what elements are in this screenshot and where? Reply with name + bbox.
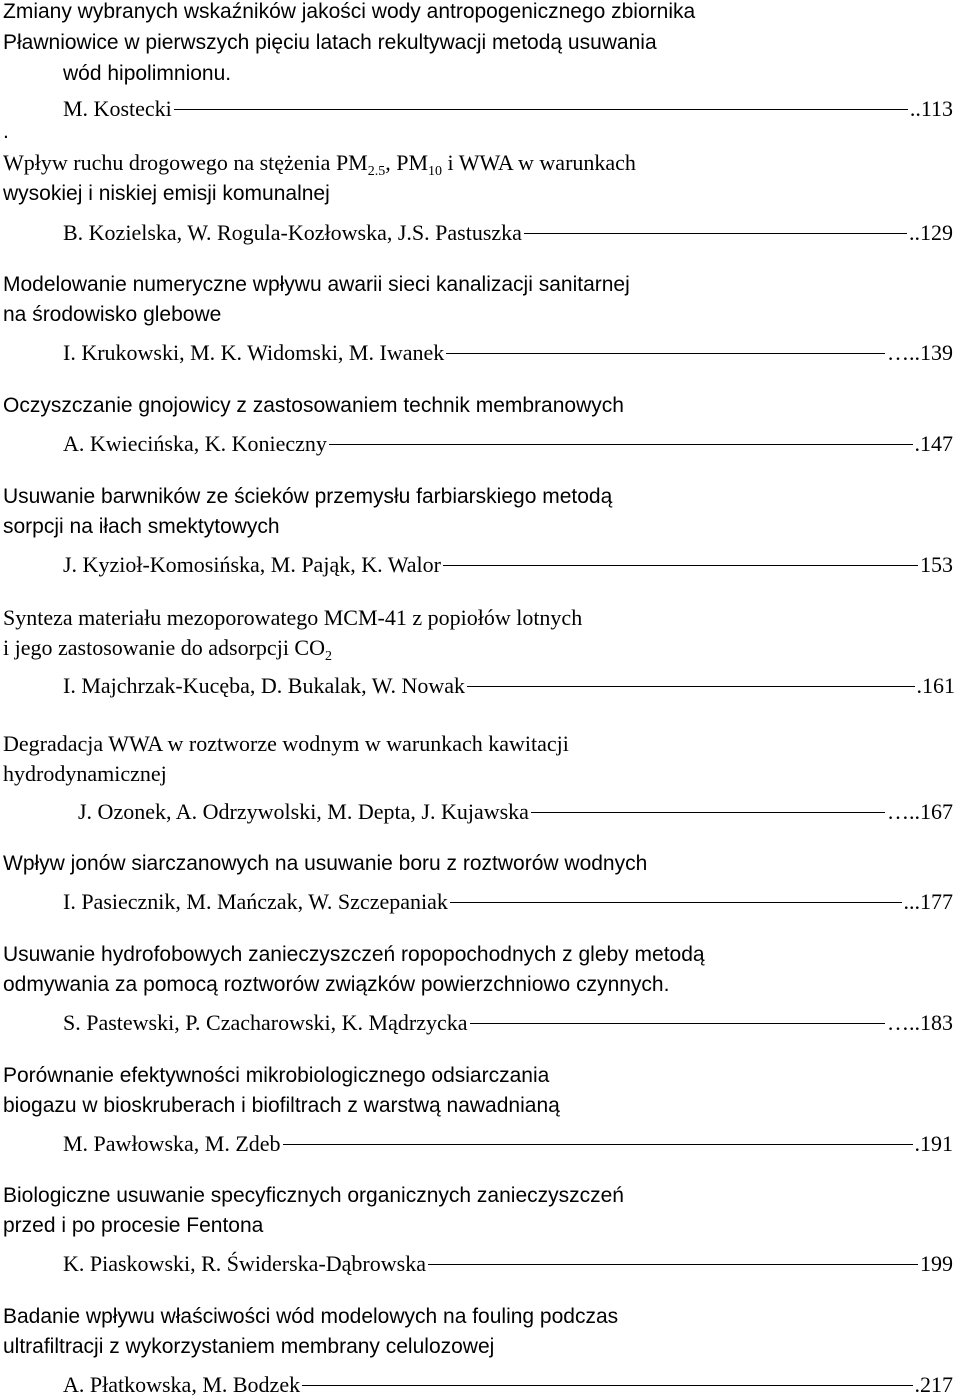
toc-entry-6-title-line-2 [3, 633, 960, 663]
toc-entry-4-authors: A. Kwiecińska, K. Konieczny [63, 431, 327, 456]
toc-entry-7-suffix: ….. [887, 799, 920, 824]
toc-entry-8-title-line-1: Wpływ jonów siarczanowych na usuwanie boru z roztworów wodnych [3, 852, 648, 875]
toc-entry-2-title-line-1 [3, 148, 960, 178]
toc-entry-10-authors: M. Pawłowska, M. Zdeb [63, 1131, 281, 1156]
toc-entry-3-page: 139 [920, 340, 953, 365]
toc-entry-11-leader [428, 1241, 918, 1271]
toc-entry-5-leader [443, 542, 918, 572]
toc-entry-2-title-part-1: Wpływ ruchu drogowego na stężenia PM [3, 150, 368, 175]
toc-entry-10-leader [283, 1121, 913, 1151]
toc-entry-10-title-line-1: Porównanie efektywności mikrobiologicznego odsiarczania [3, 1064, 550, 1087]
toc-entry-7-page: 167 [920, 799, 953, 824]
toc-entry-9-author-row[interactable] [63, 1000, 953, 1035]
toc-entry-4-suffix: . [914, 431, 920, 456]
toc-entry-12-author-row[interactable] [63, 1362, 953, 1397]
toc-entry-4-page: 147 [920, 431, 953, 456]
toc-entry-12-leader [302, 1362, 912, 1392]
toc-entry-4-leader [329, 421, 913, 451]
toc-entry-3-leader [446, 330, 885, 360]
toc-entry-9-title-line-1: Usuwanie hydrofobowych zanieczyszczeń ropopochodnych z gleby metodą [3, 943, 705, 966]
toc-entry-1-page: 113 [920, 96, 953, 121]
toc-entry-1-author-row[interactable] [63, 86, 953, 121]
toc-entry-11-author-row[interactable] [63, 1241, 953, 1276]
toc-entry-6-leader [467, 663, 915, 693]
toc-entry-9-leader [470, 1000, 886, 1030]
toc-entry-3-authors: I. Krukowski, M. K. Widomski, M. Iwanek [63, 340, 445, 365]
toc-entry-12-suffix: . [914, 1372, 920, 1397]
toc-entry-11-title-line-2: przed i po procesie Fentona [3, 1214, 264, 1237]
toc-entry-12-title-line-1: Badanie wpływu właściwości wód modelowych na fouling podczas [3, 1305, 619, 1328]
toc-entry-1-title-line-1: Zmiany wybranych wskaźników jakości wody antropogenicznego zbiornika [3, 0, 696, 23]
toc-entry-5-author-row[interactable] [63, 542, 953, 577]
toc-entry-2-authors: B. Kozielska, W. Rogula-Kozłowska, J.S. Pastuszka [63, 220, 522, 245]
toc-entry-1-suffix: .. [909, 96, 921, 121]
toc-entry-8-suffix: ... [903, 889, 920, 914]
toc-entry-6-authors: I. Majchrzak-Kucęba, D. Bukalak, W. Nowak [63, 673, 465, 698]
toc-entry-2-title-part-2: , PM [385, 150, 429, 175]
toc-entry-1-extra-line: . [3, 120, 9, 143]
toc-entry-2-subscript-2: 10 [428, 164, 443, 179]
toc-entry-10-suffix: . [914, 1131, 920, 1156]
toc-entry-2-title-part-3: i WWA w warunkach [442, 150, 636, 175]
toc-entry-12-authors: A. Płatkowska, M. Bodzek [63, 1372, 301, 1397]
toc-entry-5-title-line-2: sorpcji na iłach smektytowych [3, 515, 280, 538]
toc-entry-6-page: 161 [922, 673, 955, 698]
toc-entry-12-page: 217 [920, 1372, 953, 1397]
toc-entry-6-title-part-1: i jego zastosowanie do adsorpcji CO [3, 635, 325, 660]
toc-entry-9-page: 183 [920, 1010, 953, 1035]
toc-entry-2-page: 129 [920, 220, 953, 245]
toc-entry-9-authors: S. Pastewski, P. Czacharowski, K. Mądrzycka [63, 1010, 468, 1035]
toc-entry-9-suffix: ….. [887, 1010, 920, 1035]
toc-entry-6-title-line-1: Synteza materiału mezoporowatego MCM-41 z popiołów lotnych [3, 605, 583, 630]
toc-entry-2-title-line-2: wysokiej i niskiej emisji komunalnej [3, 182, 330, 205]
toc-entry-4-title-line-1: Oczyszczanie gnojowicy z zastosowaniem technik membranowych [3, 394, 624, 417]
toc-entry-5-title-line-1: Usuwanie barwników ze ścieków przemysłu farbiarskiego metodą [3, 485, 613, 508]
toc-entry-6-subscript: 2 [325, 649, 332, 664]
toc-entry-8-authors: I. Pasiecznik, M. Mańczak, W. Szczepaniak [63, 889, 448, 914]
toc-entry-7-leader [531, 789, 885, 819]
toc-entry-2-author-row[interactable] [63, 210, 953, 245]
toc-entry-8-leader [450, 879, 902, 909]
toc-entry-10-page: 191 [920, 1131, 953, 1156]
toc-entry-7-authors: J. Ozonek, A. Odrzywolski, M. Depta, J. Kujawska [78, 799, 529, 824]
toc-entry-2-suffix: .. [909, 220, 920, 245]
toc-entry-11-authors: K. Piaskowski, R. Świderska-Dąbrowska [63, 1251, 426, 1276]
toc-entry-6-author-row[interactable] [63, 663, 955, 698]
toc-entry-9-title-line-2: odmywania za pomocą roztworów związków powierzchniowo czynnych. [3, 973, 670, 996]
toc-entry-5-authors: J. Kyzioł-Komosińska, M. Pająk, K. Walor [63, 552, 441, 577]
toc-entry-11-page: 199 [920, 1251, 953, 1276]
toc-entry-1-title-line-3: wód hipolimnionu. [63, 62, 232, 85]
toc-entry-3-title-line-2: na środowisko glebowe [3, 303, 222, 326]
toc-entry-10-title-line-2: biogazu w bioskruberach i biofiltrach z warstwą nawadnianą [3, 1094, 560, 1117]
toc-entry-2-subscript-1: 2.5 [367, 164, 386, 179]
toc-entry-6-suffix: . [916, 673, 922, 698]
toc-entry-3-title-line-1: Modelowanie numeryczne wpływu awarii sieci kanalizacji sanitarnej [3, 273, 630, 296]
toc-entry-8-page: 177 [920, 889, 953, 914]
toc-entry-10-author-row[interactable] [63, 1121, 953, 1156]
toc-entry-8-author-row[interactable] [63, 879, 953, 914]
toc-entry-11-title-line-1: Biologiczne usuwanie specyficznych organicznych zanieczyszczeń [3, 1184, 624, 1207]
toc-entry-2-leader [524, 210, 907, 240]
toc-entry-12-title-line-2: ultrafiltracji z wykorzystaniem membrany celulozowej [3, 1335, 495, 1358]
toc-entry-1-title-line-2: Pławniowice w pierwszych pięciu latach rekultywacji metodą usuwania [3, 31, 657, 54]
toc-entry-3-suffix: ….. [887, 340, 920, 365]
toc-entry-7-title-line-1: Degradacja WWA w roztworze wodnym w warunkach kawitacji [3, 731, 569, 756]
toc-entry-7-author-row[interactable] [78, 789, 953, 824]
toc-entry-1-leader [174, 86, 908, 116]
toc-entry-1-authors: M. Kostecki [63, 96, 172, 121]
toc-entry-7-title-line-2: hydrodynamicznej [3, 761, 167, 786]
toc-entry-4-author-row[interactable] [63, 421, 953, 456]
toc-entry-3-author-row[interactable] [63, 330, 953, 365]
toc-entry-5-page: 153 [920, 552, 953, 577]
